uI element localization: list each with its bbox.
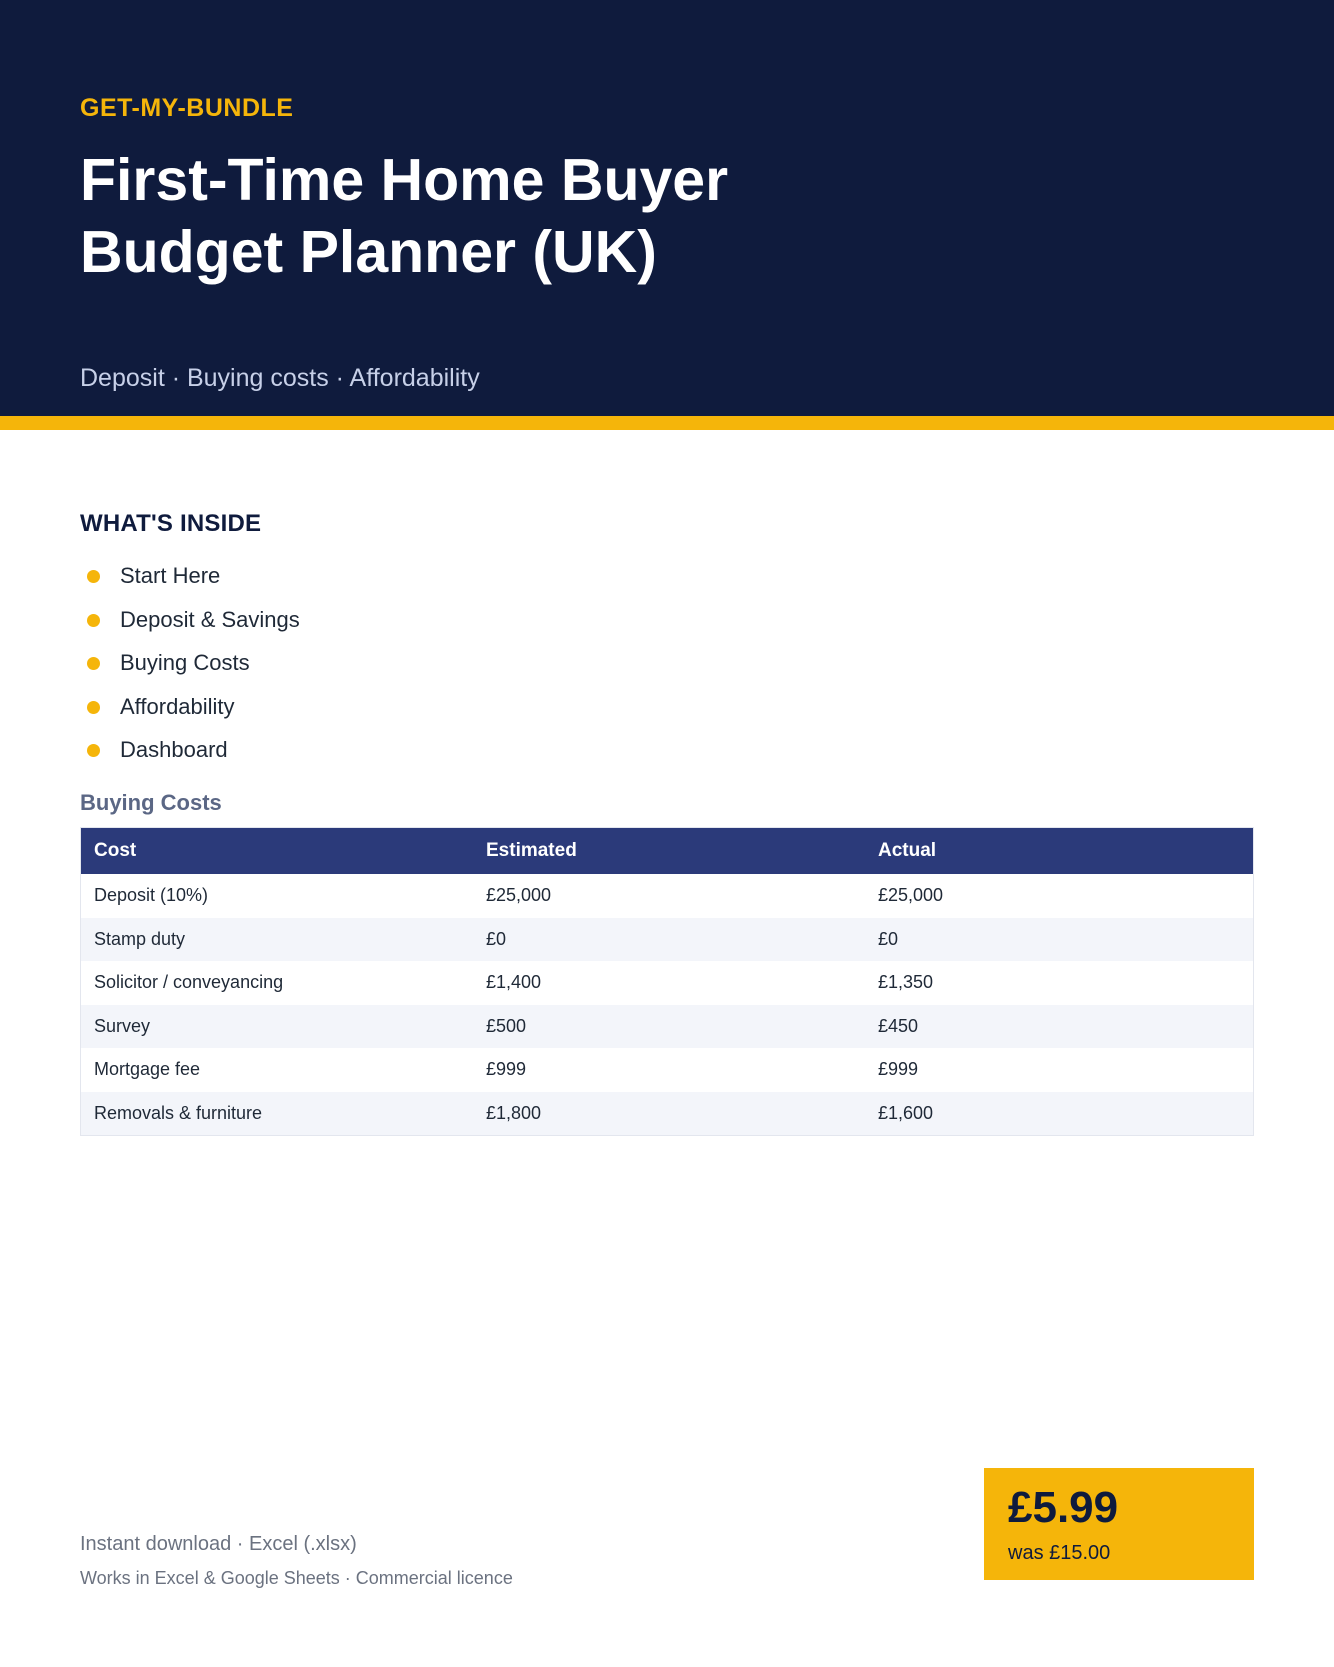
estimated-cell: £0 — [473, 918, 865, 962]
actual-cell: £25,000 — [865, 874, 1254, 918]
cost-cell: Mortgage fee — [81, 1048, 474, 1092]
actual-cell: £1,600 — [865, 1092, 1254, 1136]
cost-cell: Stamp duty — [81, 918, 474, 962]
actual-cell: £999 — [865, 1048, 1254, 1092]
compatibility-info: Works in Excel & Google Sheets · Commercial licence — [80, 1568, 513, 1588]
bullet-dot-icon — [87, 614, 100, 627]
list-item-label: Affordability — [120, 693, 235, 719]
cost-cell: Removals & furniture — [81, 1092, 474, 1136]
column-header-actual: Actual — [865, 828, 1254, 875]
page-title — [80, 144, 1080, 288]
actual-cell: £450 — [865, 1005, 1254, 1049]
bullet-dot-icon — [87, 570, 100, 583]
estimated-cell: £999 — [473, 1048, 865, 1092]
column-header-cost: Cost — [81, 828, 474, 875]
brand-name: GET-MY-BUNDLE — [80, 94, 294, 122]
list-item — [80, 688, 300, 732]
cost-cell: Deposit (10%) — [81, 874, 474, 918]
accent-stripe — [0, 416, 1334, 430]
list-item — [80, 644, 300, 688]
actual-cell: £1,350 — [865, 961, 1254, 1005]
list-item — [80, 731, 300, 775]
page-subtitle: Deposit · Buying costs · Affordability — [80, 364, 480, 392]
price-badge — [984, 1468, 1254, 1580]
list-item-label: Start Here — [120, 563, 221, 588]
original-price: was £15.00 — [1008, 1542, 1111, 1564]
title-line-2: Budget Planner (UK) — [80, 219, 657, 285]
column-header-estimated: Estimated — [473, 828, 865, 875]
list-item — [80, 601, 300, 645]
list-item — [80, 557, 300, 601]
whats-inside-list — [80, 557, 300, 775]
buying-costs-table — [80, 827, 1254, 1136]
table-row — [81, 1005, 1254, 1049]
estimated-cell: £1,800 — [473, 1092, 865, 1136]
table-title: Buying Costs — [80, 790, 222, 815]
list-item-label: Deposit & Savings — [120, 606, 300, 632]
table-row — [81, 918, 1254, 962]
estimated-cell: £1,400 — [473, 961, 865, 1005]
bullet-dot-icon — [87, 701, 100, 714]
table-row — [81, 961, 1254, 1005]
table-row — [81, 1092, 1254, 1136]
bullet-dot-icon — [87, 657, 100, 670]
list-item-label: Buying Costs — [120, 650, 250, 675]
title-line-1: First-Time Home Buyer — [80, 147, 729, 213]
table-row — [81, 874, 1254, 918]
whats-inside-heading: WHAT'S INSIDE — [80, 510, 262, 537]
hero-banner — [0, 0, 1334, 416]
table-row — [81, 1048, 1254, 1092]
cost-cell: Survey — [81, 1005, 474, 1049]
list-item-label: Dashboard — [120, 737, 228, 762]
table-header-row — [81, 828, 1254, 875]
cost-cell: Solicitor / conveyancing — [81, 961, 474, 1005]
estimated-cell: £25,000 — [473, 874, 865, 918]
estimated-cell: £500 — [473, 1005, 865, 1049]
current-price: £5.99 — [1008, 1483, 1119, 1532]
bullet-dot-icon — [87, 744, 100, 757]
download-info: Instant download · Excel (.xlsx) — [80, 1533, 357, 1555]
actual-cell: £0 — [865, 918, 1254, 962]
